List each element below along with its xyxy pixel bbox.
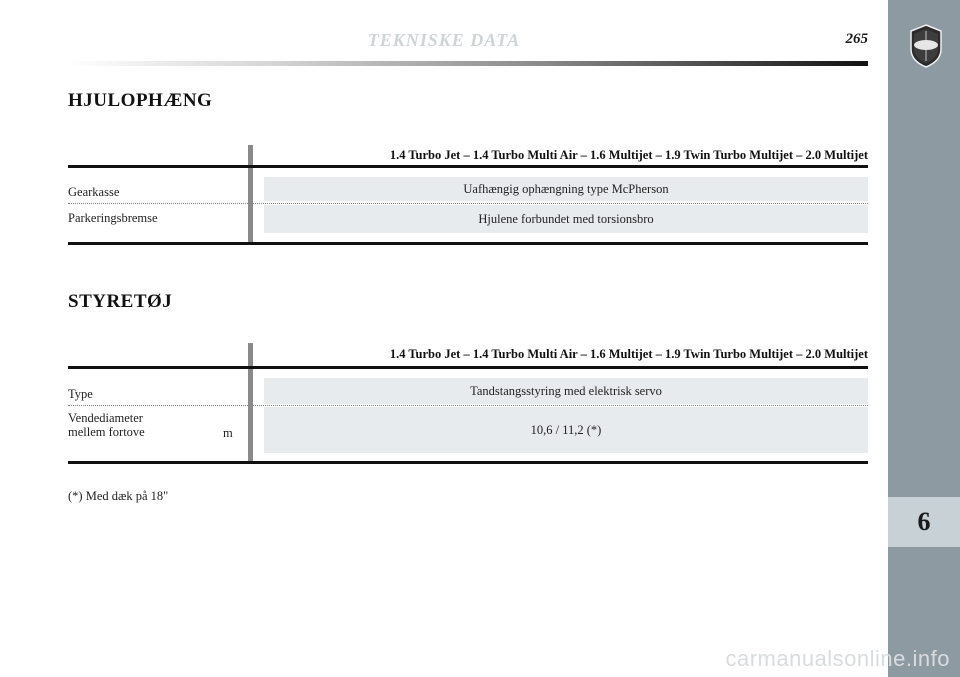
steering-table	[68, 343, 868, 465]
row-value-type	[264, 378, 868, 404]
row-value-parking-brake	[264, 205, 868, 233]
table-row-divider	[68, 405, 868, 406]
table-vertical-bar	[248, 145, 253, 243]
watermark-text: carmanualsonline.info	[725, 646, 950, 671]
row-value-text: 10,6 / 11,2 (*)	[530, 422, 602, 437]
row-unit: m	[223, 426, 233, 440]
row-label-turning-diameter-line2: mellem fortove	[68, 425, 145, 439]
table-row-divider	[68, 203, 868, 204]
table-bottom-rule	[68, 242, 868, 245]
row-value-turning-diameter	[264, 407, 868, 453]
suspension-table	[68, 145, 868, 247]
table-top-rule	[68, 366, 868, 369]
row-label-type: Type	[68, 387, 93, 401]
row-label-gearbox: Gearkasse	[68, 185, 120, 199]
chapter-tab[interactable]: 6	[888, 497, 960, 547]
table-top-rule	[68, 165, 868, 168]
row-label-parking-brake: Parkeringsbremse	[68, 211, 158, 225]
footnote: (*) Med dæk på 18"	[68, 489, 169, 503]
lancia-logo-icon	[908, 23, 944, 69]
row-value-text: Tandstangsstyring med elektrisk servo	[470, 383, 662, 398]
section-title-suspension: HJULOPHÆNG	[68, 90, 213, 111]
row-value-text: Uafhængig ophængning type McPherson	[463, 181, 669, 196]
chapter-sidebar	[888, 0, 960, 677]
header-rule	[68, 61, 868, 66]
running-title: TEKNISKE DATA	[367, 30, 521, 50]
table-bottom-rule	[68, 461, 868, 464]
table-vertical-bar	[248, 343, 253, 462]
row-value-gearbox	[264, 177, 868, 201]
table-column-header: 1.4 Turbo Jet – 1.4 Turbo Multi Air – 1.6 Multijet – 1.9 Twin Turbo Multijet – 2.0 Multijet	[389, 148, 868, 162]
row-label-turning-diameter-line1: Vendediameter	[68, 411, 143, 425]
page-number: 265	[845, 31, 868, 47]
row-value-text: Hjulene forbundet med torsionsbro	[478, 211, 654, 226]
section-title-steering: STYRETØJ	[68, 291, 173, 312]
table-column-header: 1.4 Turbo Jet – 1.4 Turbo Multi Air – 1.6 Multijet – 1.9 Twin Turbo Multijet – 2.0 Multijet	[389, 347, 868, 361]
